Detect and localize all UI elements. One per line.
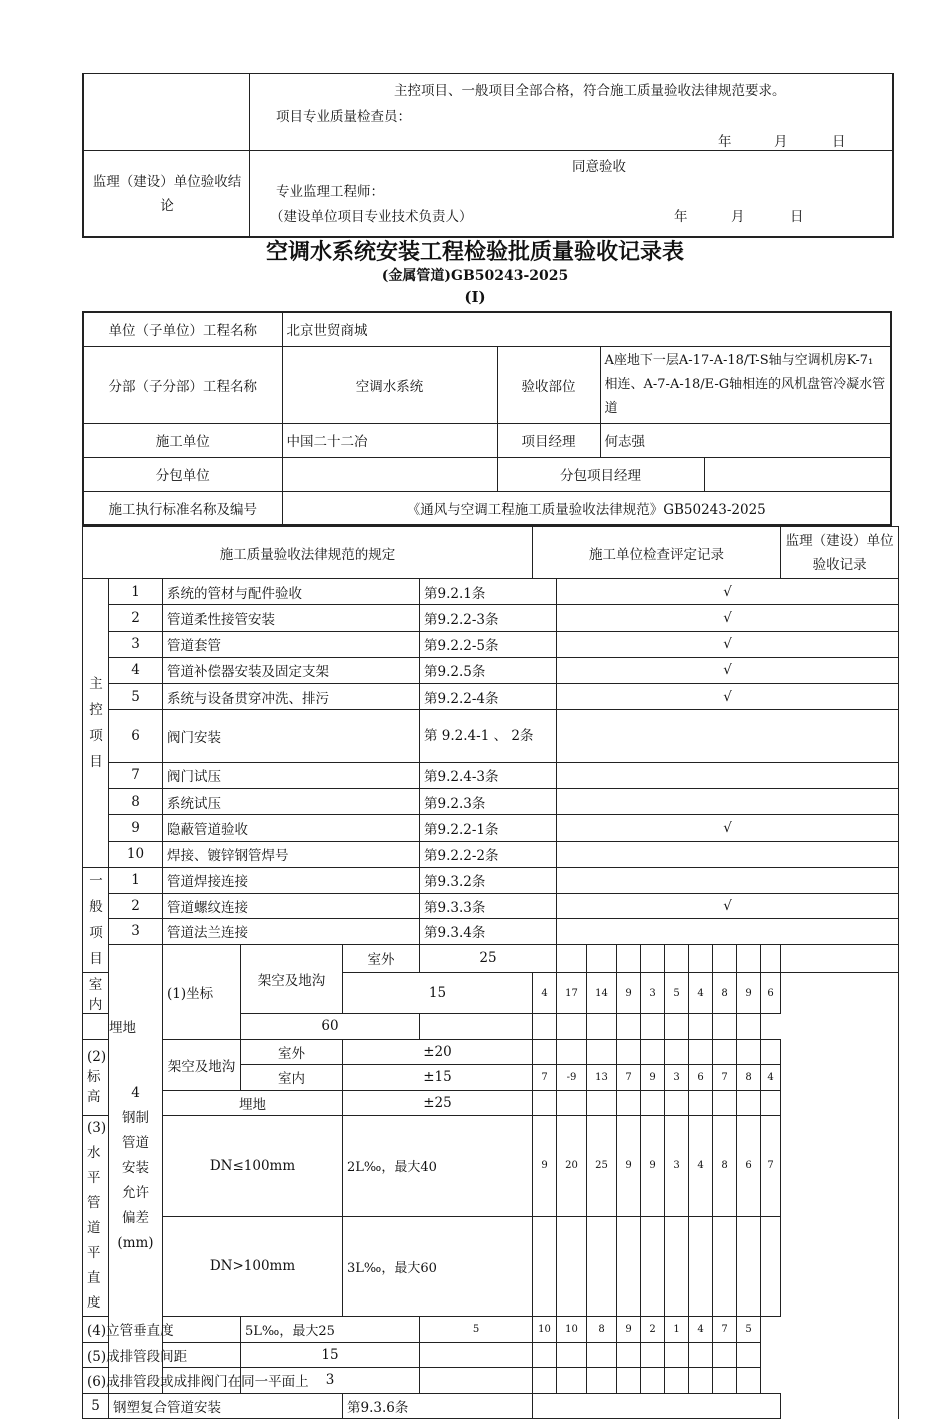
main-item-check	[557, 841, 899, 867]
measure-cell: 4	[689, 973, 713, 1014]
subcontract-value	[282, 457, 497, 491]
main-group-text: 主控项目	[89, 676, 103, 770]
measure-cell: 2	[641, 1317, 665, 1343]
items-table	[82, 526, 899, 1419]
elev-overhead: 架空及地沟	[163, 1039, 241, 1090]
main-item-no: 4	[109, 657, 163, 683]
conclusion-line: 主控项目、一般项目全部合格，符合施工质量验收法律规范要求。	[394, 83, 786, 99]
main-item-name: 焊接、镀锌钢管焊号	[163, 841, 420, 867]
coord-indoor-tol: 15	[343, 973, 533, 1014]
page-title: 空调水系统安装工程检验批质量验收记录表	[265, 240, 684, 265]
constructor-value: 中国二十二冶	[282, 423, 497, 457]
measure-cell: 10	[557, 1317, 587, 1343]
agree-text: 同意验收	[572, 159, 626, 175]
measure-cell: 7	[761, 1116, 781, 1217]
pm-label: 项目经理	[497, 423, 600, 457]
main-item-clause: 第9.2.2-4条	[420, 684, 557, 710]
vert-tol: 5L‰，最大25	[241, 1317, 420, 1343]
main-item-name: 系统试压	[163, 789, 420, 815]
coord-indoor-label: 室内	[83, 973, 109, 1014]
unit-label: 单位（子单位）工程名称	[83, 312, 282, 346]
accept-part-value: A座地下一层A-17-A-18/T-S轴与空调机房K-7₁相连、A-7-A-18/E-G轴相连的风机盘管冷凝水管道	[600, 346, 891, 423]
dn-small-tol: 2L‰，最大40	[343, 1116, 533, 1217]
elev-label: (2)标高	[83, 1039, 109, 1116]
main-item-clause: 第9.2.1条	[420, 579, 557, 605]
header-table	[82, 311, 892, 526]
main-item-clause: 第9.2.2-5条	[420, 631, 557, 657]
measure-cell: 7	[713, 1065, 737, 1091]
owner-label: （建设单位项目专业技术负责人）	[270, 209, 473, 225]
measure-cell: 9	[617, 1317, 641, 1343]
main-item-no: 2	[109, 605, 163, 631]
measure-cell: 3	[665, 1116, 689, 1217]
elev-buried-tol: ±25	[343, 1090, 533, 1116]
main-item-check	[557, 710, 899, 763]
measure-cell: 25	[587, 1116, 617, 1217]
main-item-check: √	[557, 631, 899, 657]
date-month: 月	[774, 134, 788, 150]
main-item-no: 8	[109, 789, 163, 815]
dev-label: 钢制管道安装允许偏差(mm)	[117, 1110, 154, 1251]
measure-cell: 3	[665, 1065, 689, 1091]
measure-cell: 13	[587, 1065, 617, 1091]
main-group-label	[83, 579, 109, 868]
measure-cell: 6	[761, 973, 781, 1014]
main-item-no: 10	[109, 841, 163, 867]
general-item-name: 管道螺纹连接	[163, 893, 420, 919]
main-item-no: 7	[109, 762, 163, 788]
item5-name: 钢塑复合管道安装	[109, 1393, 343, 1419]
date2-year: 年	[674, 209, 688, 225]
accept-part-label: 验收部位	[497, 346, 600, 423]
general-item-no: 2	[109, 893, 163, 919]
general-item-clause: 第9.3.2条	[420, 868, 557, 894]
coord-overhead: 架空及地沟	[241, 944, 343, 1014]
measure-cell: 5	[420, 1317, 533, 1343]
main-item-check: √	[557, 579, 899, 605]
measure-cell: 7	[533, 1065, 557, 1091]
dn-small-label: DN≤100mm	[163, 1116, 343, 1217]
sub-pm-label: 分包项目经理	[497, 457, 704, 491]
measure-cell: 9	[737, 973, 761, 1014]
top-block	[82, 73, 894, 238]
main-item-name: 管道补偿器安装及固定支架	[163, 657, 420, 683]
main-item-clause: 第9.2.3条	[420, 789, 557, 815]
measure-cell: 9	[533, 1116, 557, 1217]
horiz-label: (3)水平管道平直度	[83, 1116, 109, 1317]
subcontract-label: 分包单位	[83, 457, 282, 491]
row-spacing-tol: 15	[241, 1342, 420, 1368]
main-item-check: √	[557, 815, 899, 841]
measure-cell: 4	[761, 1065, 781, 1091]
coord-buried-label: 埋地	[83, 1014, 163, 1040]
standard-value: 《通风与空调工程施工质量验收法律规范》GB50243-2025	[282, 491, 891, 525]
general-item-check	[557, 868, 899, 894]
general-item-name: 管道焊接连接	[163, 868, 420, 894]
general-item-name: 管道法兰连接	[163, 919, 420, 945]
row-spacing-label: (5)成排管段间距	[83, 1342, 241, 1368]
col-check: 施工单位检查评定记录	[533, 527, 781, 579]
elev-buried-label: 埋地	[163, 1090, 343, 1116]
main-item-name: 管道柔性接管安装	[163, 605, 420, 631]
measure-cell: 5	[665, 973, 689, 1014]
elev-indoor-label: 室内	[241, 1065, 343, 1091]
sub-pm-value	[704, 457, 891, 491]
main-item-no: 9	[109, 815, 163, 841]
measure-cell: 20	[557, 1116, 587, 1217]
coord-outdoor-tol: 25	[420, 944, 557, 973]
main-item-clause: 第9.2.5条	[420, 657, 557, 683]
elev-indoor-tol: ±15	[343, 1065, 533, 1091]
measure-cell: 9	[617, 1116, 641, 1217]
item5-no: 5	[83, 1393, 109, 1419]
measure-cell: 3	[641, 973, 665, 1014]
pm-value: 何志强	[600, 423, 891, 457]
measure-cell: 9	[617, 973, 641, 1014]
measure-cell: 5	[737, 1317, 761, 1343]
coord-label: (1)坐标	[163, 944, 241, 1039]
unit-value: 北京世贸商城	[282, 312, 891, 346]
measure-cell: 8	[713, 1116, 737, 1217]
main-item-clause: 第9.2.4-3条	[420, 762, 557, 788]
measure-cell: 7	[713, 1317, 737, 1343]
main-item-no: 6	[109, 710, 163, 763]
row-plane-tol: 3	[241, 1368, 420, 1394]
main-item-name: 管道套管	[163, 631, 420, 657]
measure-cell: 8	[587, 1317, 617, 1343]
coord-buried-tol: 60	[241, 1014, 420, 1040]
general-item-no: 3	[109, 919, 163, 945]
page-subtitle: (金属管道)GB50243-2025	[381, 268, 569, 284]
date2-month: 月	[731, 209, 745, 225]
general-item-clause: 第9.3.3条	[420, 893, 557, 919]
item5-clause: 第9.3.6条	[343, 1393, 533, 1419]
date-year: 年	[718, 134, 732, 150]
measure-cell: 9	[641, 1065, 665, 1091]
main-item-check	[557, 762, 899, 788]
measure-cell: 4	[689, 1116, 713, 1217]
main-item-clause: 第9.2.2-3条	[420, 605, 557, 631]
dev-no: 4	[131, 1085, 140, 1101]
coord-outdoor-label: 室外	[343, 944, 420, 973]
col-supervisor: 监理（建设）单位验收记录	[781, 527, 899, 579]
main-item-no: 1	[109, 579, 163, 605]
main-item-name: 隐蔽管道验收	[163, 815, 420, 841]
supervision-label: 监理（建设）单位验收结论	[92, 174, 242, 214]
main-item-clause: 第 9.2.4-1 、 2条	[420, 710, 557, 763]
main-item-clause: 第9.2.2-2条	[420, 841, 557, 867]
measure-cell: 17	[557, 973, 587, 1014]
sub-project-value: 空调水系统	[282, 346, 497, 423]
main-item-check: √	[557, 657, 899, 683]
item5-check	[533, 1393, 781, 1419]
general-group-text: 一般项目	[89, 873, 103, 967]
measure-cell: 10	[533, 1317, 557, 1343]
measure-cell: 8	[737, 1065, 761, 1091]
main-item-name: 系统与设备贯穿冲洗、排污	[163, 684, 420, 710]
measure-cell: 4	[689, 1317, 713, 1343]
elev-outdoor-tol: ±20	[343, 1039, 533, 1065]
dn-large-tol: 3L‰，最大60	[343, 1216, 533, 1317]
measure-cell: 6	[737, 1116, 761, 1217]
general-item-no: 1	[109, 868, 163, 894]
sub-project-label: 分部（子分部）工程名称	[83, 346, 282, 423]
measure-cell: 14	[587, 973, 617, 1014]
main-item-check	[557, 789, 899, 815]
row-plane-label: (6)成排管段或成排阀门在同一平面上	[83, 1368, 241, 1394]
measure-cell: 7	[617, 1065, 641, 1091]
main-item-check: √	[557, 684, 899, 710]
general-item-check	[557, 919, 899, 945]
inspector-label: 项目专业质量检查员：	[276, 109, 411, 125]
general-item-clause: 第9.3.4条	[420, 919, 557, 945]
main-item-clause: 第9.2.2-1条	[420, 815, 557, 841]
main-item-no: 3	[109, 631, 163, 657]
date-day: 日	[832, 134, 846, 150]
measure-cell: 1	[665, 1317, 689, 1343]
main-item-name: 阀门安装	[163, 710, 420, 763]
measure-cell: 4	[533, 973, 557, 1014]
general-item-check: √	[557, 893, 899, 919]
main-item-name: 系统的管材与配件验收	[163, 579, 420, 605]
main-item-check: √	[557, 605, 899, 631]
standard-label: 施工执行标准名称及编号	[83, 491, 282, 525]
main-item-name: 阀门试压	[163, 762, 420, 788]
main-item-no: 5	[109, 684, 163, 710]
vert-label: (4)立管垂直度	[83, 1317, 241, 1343]
page-roman: (Ⅰ)	[464, 288, 486, 306]
measure-cell: 8	[713, 973, 737, 1014]
measure-cell: 6	[689, 1065, 713, 1091]
date2-day: 日	[790, 209, 804, 225]
measure-cell: -9	[557, 1065, 587, 1091]
col-spec: 施工质量验收法律规范的规定	[83, 527, 533, 579]
elev-outdoor-label: 室外	[241, 1039, 343, 1065]
measure-cell: 9	[641, 1116, 665, 1217]
engineer-label: 专业监理工程师：	[276, 184, 384, 200]
dn-large-label: DN>100mm	[163, 1216, 343, 1317]
general-group-label	[83, 868, 109, 973]
constructor-label: 施工单位	[83, 423, 282, 457]
